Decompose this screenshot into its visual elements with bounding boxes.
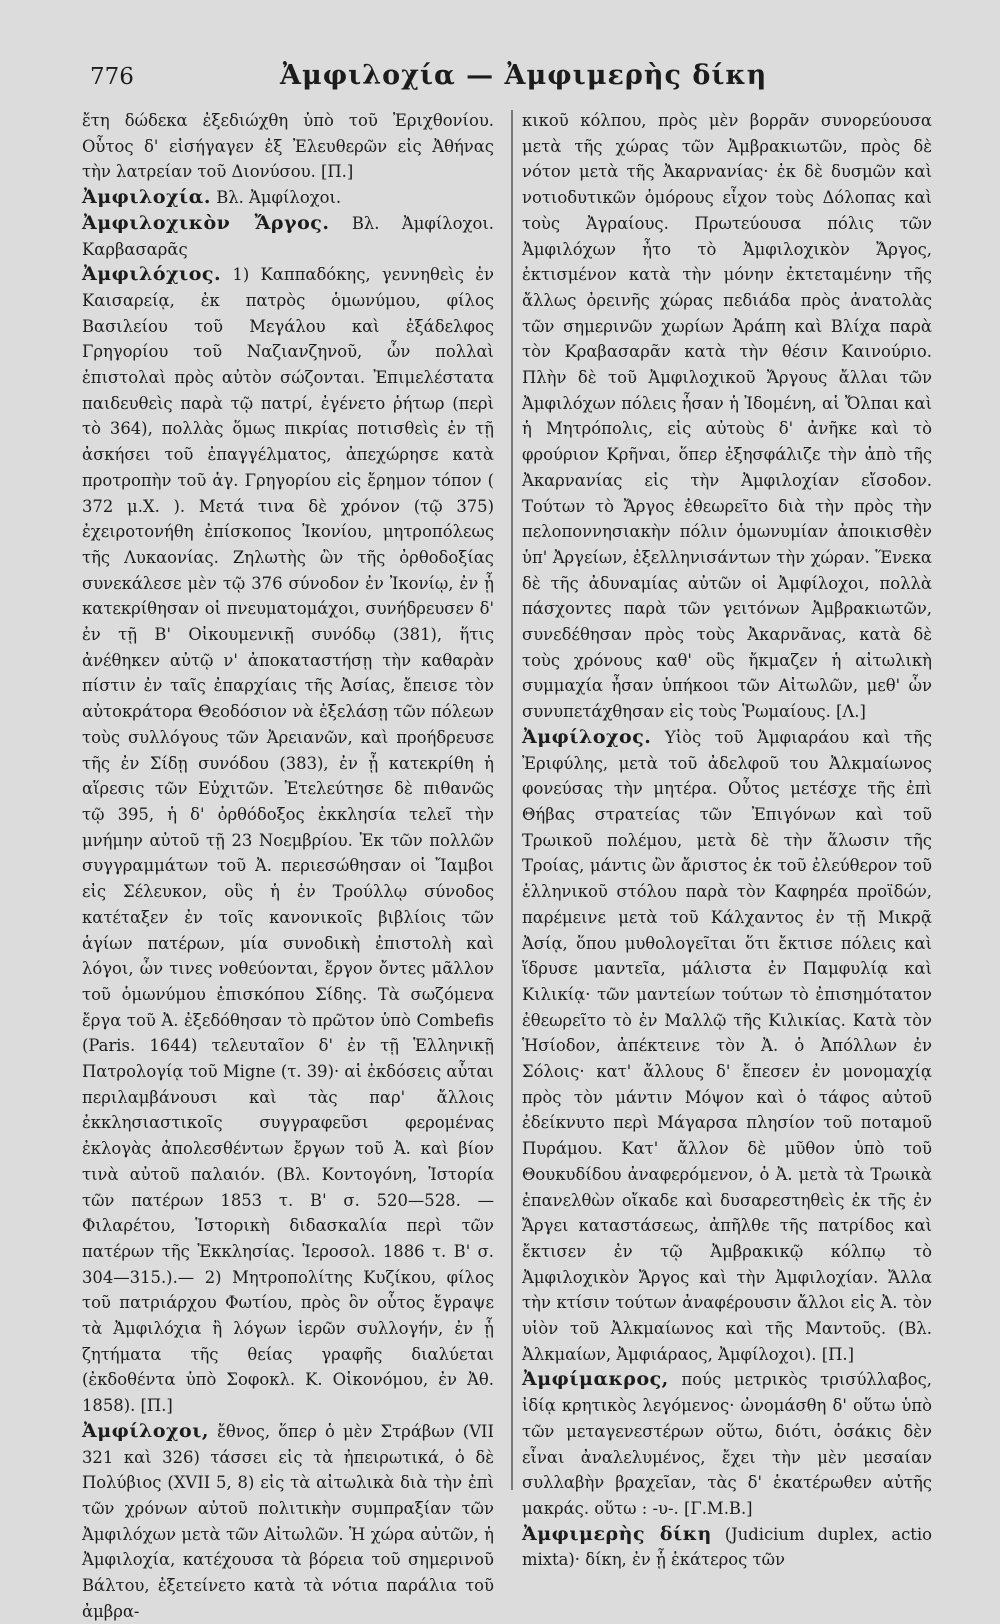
entry (522, 1522, 932, 1573)
entry-text: Υἱὸς τοῦ Ἀμφιαράου καὶ τῆς Ἐριφύλης, μετὰ τοῦ ἀδελφοῦ του Ἀλκμαίωνος φονεύσας τὴν μητέρα. Οὗτος μετέσχε τῆς ἐπὶ Θήβας στρατείας τῶν Ἐπιγόνων καὶ τοῦ Τρωικοῦ πολέμου, μετὰ δὲ τὴν ἅλωσιν τῆς Τροίας, μάντις ὢν ἄριστος ἐκ τοῦ ἐλεύθερον τοῦ ἑλληνικοῦ στόλου παρὰ τὸν Καφηρέα προϊδών, παρέμεινε μετὰ τοῦ Κάλχαντος ἐν τῇ Μικρᾷ Ἀσίᾳ, ὅπου μυθολογεῖται ὅτι ἔκτισε πόλεις καὶ ἵδρυσε μαντεῖα, μάλιστα ἐν Παμφυλίᾳ καὶ Κιλικίᾳ· τῶν μαντείων τούτων τὸ ἐπισημότατον ἐθεωρεῖτο τὸ ἐν Μαλλῷ τῆς Κιλικίας. Κατὰ τὸν Ἡσίοδον, ἀπέκτεινε τὸν Ἀ. ὁ Ἀπόλλων ἐν Σόλοις· κατ' ἄλλους δ' ἔπεσεν ἐν μονομαχίᾳ πρὸς τὸν μάντιν Μόψον καὶ ὁ τάφος αὐτοῦ ἐδείκνυτο περὶ Μάγαρσα πλησίον τοῦ ποταμοῦ Πυράμου. Κατ' ἄλλον δὲ μῦθον ὑπὸ τοῦ Θουκυδίδου ἀναφερόμενον, ὁ Ἀ. μετὰ τὰ Τρωικὰ ἐπανελθὼν οἴκαδε καὶ δυσαρεστηθεὶς ἐκ τῆς ἐν Ἄργει καταστάσεως, ἀπῆλθε τῆς πατρίδος καὶ ἔκτισεν ἐν τῷ Ἀμβρακικῷ κόλπῳ τὸ Ἀμφιλοχικὸν Ἄργος καὶ τὴν Ἀμφιλοχίαν. Ἄλλα τὴν κτίσιν τούτων ἀναφέρουσιν ἄλλοι εἰς Ἀ. τὸν υἱὸν τοῦ Ἀλκμαίωνος καὶ τῆς Μαντοῦς. (Βλ. Ἀλκμαίων, Ἀμφιάραος, Ἀμφίλοχοι). [Π.] (522, 727, 932, 1364)
running-title: Ἀμφιλοχία — Ἀμφιμερὴς δίκη (280, 60, 768, 91)
entry-lemma: Ἀμφίμακρος, (522, 1368, 669, 1391)
entry (522, 1367, 932, 1521)
entry (82, 211, 494, 262)
left-column (82, 108, 494, 1624)
page-number: 776 (90, 64, 134, 90)
entry-lemma: Ἀμφιλοχία. (82, 186, 211, 209)
entry-lemma: Ἀμφίλοχοι, (82, 1419, 210, 1442)
entry-lemma: Ἀμφιλοχικὸν Ἄργος. (82, 211, 330, 234)
entry-text: (Judicium duplex, actio mixta)· δίκη, ἐν ᾗ ἑκάτερος τῶν (522, 1524, 932, 1570)
entry-lemma: Ἀμφίλοχος. (522, 725, 652, 748)
entry-text: Βλ. Ἀμφίλοχοι. Καρβασαρᾶς (82, 213, 494, 259)
column-divider (511, 110, 513, 1490)
entry-text: 1) Καππαδόκης, γεννηθεὶς ἐν Καισαρείᾳ, ἐκ πατρὸς ὁμωνύμου, φίλος Βασιλείου τοῦ Μεγάλου καὶ ἐξάδελφος Γρηγορίου τοῦ Ναζιανζηνοῦ, ὧν πολλαὶ ἐπιστολαὶ πρὸς αὐτὸν σώζονται. Ἐπιμελέστατα παιδευθεὶς παρὰ τῷ πατρί, ἐγένετο ῥήτωρ (περὶ τὸ 364), πολλὰς ὅμως πικρίας ποτισθεὶς ἐν τῇ ἀσκήσει τοῦ ἐπαγγέλματος, ἀπεχώρησε κατὰ προτροπὴν τοῦ ἁγ. Γρηγορίου εἰς ἔρημον τόπον ( 372 μ.Χ. ). Μετά τινα δὲ χρόνον (τῷ 375) ἐχειροτονήθη ἐπίσκοπος Ἰκονίου, μητροπόλεως τῆς Λυκαονίας. Ζηλωτὴς ὢν τῆς ὀρθοδοξίας συνεκάλεσε μὲν τῷ 376 σύνοδον ἐν Ἰκονίῳ, ἐν ᾗ κατεκρίθησαν οἱ πνευματομάχοι, συνήδρευσεν δ' ἐν τῇ Β' Οἰκουμενικῇ συνόδῳ (381), ἥτις ἀνέθηκεν αὐτῷ ν' ἀποκαταστήσῃ τὴν καθαρὰν πίστιν ἐν ταῖς ἐπαρχίαις τῆς Ἀσίας, ἔπεισε τὸν αὐτοκράτορα Θεοδόσιον νὰ ἐξελάσῃ τῶν πόλεων τοὺς συλλόγους τῶν Ἀρειανῶν, καὶ προήδρευσε τῆς ἐν Σίδῃ συνόδου (383), ἐν ᾗ κατεκρίθη ἡ αἵρεσις τῶν Εὐχιτῶν. Ἐτελεύτησε δὲ πιθανῶς τῷ 395, ἡ δ' ὀρθόδοξος ἐκκλησία τελεῖ τὴν μνήμην αὐτοῦ τῇ 23 Νοεμβρίου. Ἐκ τῶν πολλῶν συγγραμμάτων τοῦ Ἀ. περιεσώθησαν οἱ Ἴαμβοι εἰς Σέλευκον, οὓς ἡ ἐν Τρούλλῳ σύνοδος κατέταξεν ἐν τοῖς κανονικοῖς βιβλίοις τῶν ἁγίων πατέρων, μία συνοδικὴ ἐπιστολὴ καὶ λόγοι, ὧν τινες νοθεύονται, ἔργον ὄντες μᾶλλον τοῦ ὁμωνύμου ἐπισκόπου Σίδης. Τὰ σωζόμενα ἔργα τοῦ Ἀ. ἐξεδόθησαν τὸ πρῶτον ὑπὸ Combefis (Paris. 1644) τελευταῖον δ' ἐν τῇ Ἑλληνικῇ Πατρολογίᾳ τοῦ Migne (τ. 39)· αἱ ἐκδόσεις αὗται περιλαμβάνουσι καὶ τὰς παρ' ἄλλοις ἐκκλησιαστικοῖς συγγραφεῦσι φερομένας ἐκλογὰς ἀπολεσθέντων ἔργων τοῦ Ἀ. καὶ βίον τινὰ αὐτοῦ παλαιόν. (Βλ. Κοντογόνη, Ἱστορία τῶν πατέρων 1853 τ. Β' σ. 520—528. — Φιλαρέτου, Ἱστορικὴ διδασκαλία περὶ τῶν πατέρων τῆς Ἐκκλησίας. Ἱεροσολ. 1886 τ. Β' σ. 304—315.).— 2) Μητροπολίτης Κυζίκου, φίλος τοῦ πατριάρχου Φωτίου, πρὸς ὃν οὗτος ἔγραψε τὰ Ἀμφιλόχια ἢ λόγων ἱερῶν συλλογήν, ἐν ᾗ ζητήματα τῆς θείας γραφῆς διαλύεται (ἐκδοθέντα ὑπὸ Σοφοκλ. Κ. Οἰκονόμου, ἐν Ἀθ. 1858). [Π.] (82, 265, 494, 1416)
entry (82, 262, 494, 1419)
right-column (522, 108, 932, 1573)
entry-text: ἔτη δώδεκα ἐξεδιώχθη ὑπὸ τοῦ Ἐριχθονίου. Οὗτος δ' εἰσήγαγεν ἐξ Ἐλευθερῶν εἰς Ἀθήνας τὴν λατρείαν τοῦ Διονύσου. [Π.] (82, 111, 494, 182)
entry-text: πούς μετρικὸς τρισύλλαβος, ἰδίᾳ κρητικὸς λεγόμενος· ὠνομάσθη δ' οὕτω ὑπὸ τῶν μεταγενεστέρων οὕτω, διότι, ὁσάκις δὲν εἶναι ἀναλελυμένος, ἔχει τὴν μὲν μεσαίαν συλλαβὴν βραχεῖαν, τὰς δ' ἑκατέρωθεν αὐτῆς μακράς. οὕτω : -υ-. [Γ.Μ.Β.] (522, 1370, 932, 1518)
entry-text: ἔθνος, ὅπερ ὁ μὲν Στράβων (VII 321 καὶ 326) τάσσει εἰς τὰ ἠπειρωτικά, ὁ δὲ Πολύβιος (XVII 5, 8) εἰς τὰ αἰτωλικὰ διὰ τὴν ἐπὶ τῶν χρόνων αὐτοῦ πολιτικὴν συμπραξίαν τῶν Ἀμφιλόχων μετὰ τῶν Αἰτωλῶν. Ἡ χώρα αὐτῶν, ἡ Ἀμφιλοχία, κατέχουσα τὰ βόρεια τοῦ σημερινοῦ Βάλτου, ἐξετείνετο κατὰ τὰ νότια παράλια τοῦ ἀμβρα- (82, 1421, 494, 1621)
entry-text: κικοῦ κόλπου, πρὸς μὲν βορρᾶν συνορεύουσα μετὰ τῆς χώρας τῶν Ἀμβρακιωτῶν, πρὸς δὲ νότον μετὰ τῆς Ἀκαρνανίας· ἐκ δὲ δυσμῶν καὶ νοτιοδυτικῶν ὁμόρους εἶχον τοὺς Δόλοπας καὶ τοὺς Ἀγραίους. Πρωτεύουσα πόλις τῶν Ἀμφιλόχων ἦτο τὸ Ἀμφιλοχικὸν Ἄργος, ἐκτισμένον κατὰ τὴν μόνην ἐκτεταμένην τῆς ἄλλως ὀρεινῆς χώρας πεδιάδα πρὸς ἀνατολὰς τῶν σημερινῶν χωρίων Ἀράπη καὶ Βλίχα παρὰ τὸν Κραβασαρᾶν κατὰ τὴν θέσιν Καινούριο. Πλὴν δὲ τοῦ Ἀμφιλοχικοῦ Ἄργους ἄλλαι τῶν Ἀμφιλόχων πόλεις ἦσαν ἡ Ἰδομένη, αἱ Ὄλπαι καὶ ἡ Μητρόπολις, εἰς αὐτοὺς δ' ἀνῆκε καὶ τὸ φρούριον Κρῆναι, ὅπερ ἐξησφάλιζε τὴν ἀπὸ τῆς Ἀκαρνανίας εἰς τὴν Ἀμφιλοχίαν εἴσοδον. Τούτων τὸ Ἄργος ἐθεωρεῖτο διὰ τὴν πρὸς τὴν πελοποννησιακὴν πόλιν ὁμωνυμίαν ἀποικισθὲν ὑπ' Ἀργείων, ἐξελληνισάντων τὴν χώραν. Ἕνεκα δὲ τῆς ἀδυναμίας αὐτῶν οἱ Ἀμφίλοχοι, πολλὰ πάσχοντες παρὰ τῶν γειτόνων Ἀμβρακιωτῶν, συνεδέθησαν πρὸς τοὺς Ἀκαρνᾶνας, κατὰ δὲ τοὺς χρόνους καθ' οὓς ἤκμαζεν ἡ αἰτωλικὴ συμμαχία ἦσαν ὑπήκοοι τῶν Αἰτωλῶν, μεθ' ὧν συνυπετάχθησαν εἰς τοὺς Ῥωμαίους. [Λ.] (522, 111, 932, 722)
entry (522, 108, 932, 725)
entry-text: Βλ. Ἀμφίλοχοι. (216, 188, 342, 208)
entry (82, 1419, 494, 1624)
entry (82, 108, 494, 185)
entry-lemma: Ἀμφιμερὴς δίκη (522, 1522, 712, 1545)
page-header (90, 60, 930, 104)
entry-lemma: Ἀμφιλόχιος. (82, 263, 222, 286)
entry (82, 185, 494, 211)
entry (522, 725, 932, 1368)
